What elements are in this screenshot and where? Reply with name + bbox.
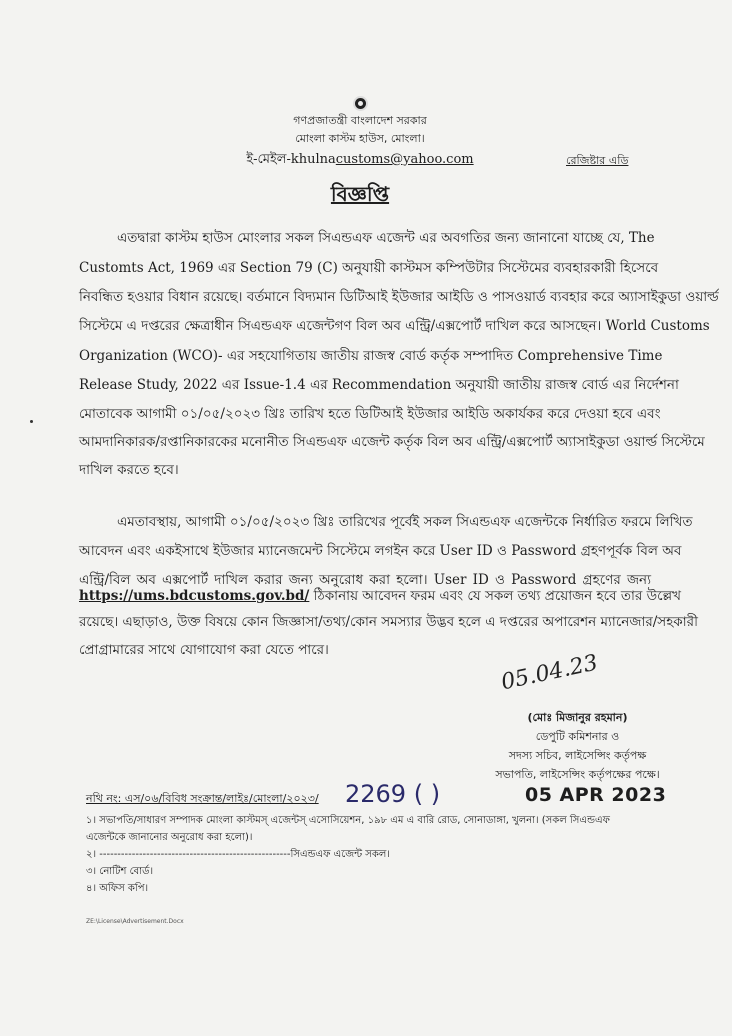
date-stamp: 05 APR 2023 (525, 784, 667, 806)
copy-item: ১। সভাপতি/সাধারণ সম্পাদক মোংলা কাস্টমস্ এজেন্টস্ এসোসিয়েশন, ১৯৮ এম এ বারি রোড, সোনাডাঙ্গা, খুলনা। (সকল সিএন্ডএফ এজেন্টকে জানানোর অনুরোধ করা হলো)। (86, 815, 610, 843)
paragraph-line: দাখিল করতে হবে। (79, 462, 179, 478)
paragraph-line: রয়েছে। এছাড়াও, উক্ত বিষয়ে কোন জিজ্ঞাসা/তথ্য/কোন সমস্যার উদ্ভব হলে এ দপ্তরের অপারেশন ম্যানেজার/সহকারী (79, 614, 698, 630)
notice-title: বিজ্ঞপ্তি (330, 182, 390, 206)
paragraph-line: এতদ্বারা কাস্টম হাউস মোংলার সকল সিএন্ডএফ এজেন্ট এর অবগতির জন্য জানানো যাচ্ছে যে, The (117, 230, 655, 246)
paragraph-line: সিস্টেমে এ দপ্তরের ক্ষেত্রাধীন সিএন্ডএফ এজেন্টগণ বিল অব এন্ট্রি/এক্সপোর্ট দাখিল করে আসছেন। World Customs (79, 318, 710, 334)
email-link[interactable]: customs@yahoo.com (335, 152, 474, 167)
paragraph-line-url (79, 586, 682, 606)
paragraph-text: ঠিকানায় আবেদন ফরম এবং যে সকল তথ্য প্রয়োজন হবে তার উল্লেখ (313, 588, 682, 604)
file-path: ZE:\License\Advertisement.Docx (86, 918, 184, 925)
office-name: মোংলা কাস্টম হাউস, মোংলা। (295, 132, 425, 145)
paragraph-line: আমদানিকারক/রপ্তানিকারকের মনোনীত সিএন্ডএফ এজেন্ট কর্তৃক বিল অব এন্ট্রি/এক্সপোর্ট অ্যাসাইকুডা ওয়ার্ল্ড সিস্টেমে (79, 434, 705, 450)
ums-link[interactable]: https://ums.bdcustoms.gov.bd/ (79, 588, 310, 604)
copy-item: ৪। অফিস কপি। (86, 883, 149, 894)
copy-item: ২। -----------------------------------------------------সিএন্ডএফ এজেন্ট সকল। (86, 849, 390, 860)
paragraph-line: Organization (WCO)- এর সহযোগিতায় জাতীয় রাজস্ব বোর্ড কর্তৃক সম্পাদিত Comprehensive Time (79, 348, 663, 364)
paragraph-line: এমতাবস্থায়, আগামী ০১/০৫/২০২৩ খ্রিঃ তারিখের পূর্বেই সকল সিএন্ডএফ এজেন্টকে নির্ধারিত ফরমে লিখিত (117, 514, 693, 530)
paragraph-line: Release Study, 2022 এর Issue-1.4 এর Recommendation অনুযায়ী জাতীয় রাজস্ব বোর্ড এর নির্দেশনা (79, 377, 679, 393)
government-name: গণপ্রজাতন্ত্রী বাংলাদেশ সরকার (293, 114, 427, 127)
paragraph-line: Customts Act, 1969 এর Section 79 (C) অনুযায়ী কাস্টমস কম্পিউটার সিস্টেমের ব্যবহারকারী হিসেবে (79, 260, 659, 276)
email-prefix: ই-মেইল-khulna (246, 152, 336, 167)
copy-list (86, 812, 646, 897)
signatory-role: সদস্য সচিব, লাইসেন্সিং কর্তৃপক্ষ (508, 749, 647, 762)
memo-number: নথি নং: এস/০৬/বিবিধ সংক্রান্ত/লাইঃ/মোংলা/২০২৩/ (86, 792, 319, 805)
copy-item: ৩। নোটিশ বোর্ড। (86, 866, 154, 877)
scan-speck (30, 420, 33, 423)
paragraph-line: আবেদন এবং একইসাথে ইউজার ম্যানেজমেন্ট সিস্টেমে লগইন করে User ID ও Password গ্রহণপূর্বক বিল অব (79, 543, 682, 559)
government-emblem-icon (355, 98, 366, 109)
signatory-on-behalf: সভাপতি, লাইসেন্সিং কর্তৃপক্ষের পক্ষে। (495, 768, 660, 781)
signatory-designation: ডেপুটি কমিশনার ও (535, 730, 620, 743)
paragraph-line: প্রোগ্রামারের সাথে যোগাযোগ করা যেতে পারে। (79, 642, 329, 658)
registered-ad-label: রেজিষ্টার এডি (566, 154, 629, 167)
signature-block (455, 708, 700, 784)
handwritten-memo-number: 2269 ( ) (345, 780, 441, 808)
email-line (200, 150, 520, 171)
paragraph-line: নিবন্ধিত হওয়ার বিধান রয়েছে। বর্তমানে বিদ্যমান ডিটিআই ইউজার আইডি ও পাসওয়ার্ড ব্যবহার করে অ্যাসাইকুডা ওয়ার্ল্ড (79, 289, 719, 305)
handwritten-signature-date: 05.04.23 (499, 650, 601, 696)
paragraph-line: এন্ট্রি/বিল অব এক্সপোর্ট দাখিল করার জন্য অনুরোধ করা হলো। User ID ও Password গ্রহণের জন্য (79, 572, 651, 588)
paragraph-line: মোতাবেক আগামী ০১/০৫/২০২৩ খ্রিঃ তারিখ হতে ডিটিআই ইউজার আইডি অকার্যকর করে দেওয়া হবে এবং (79, 406, 661, 422)
signatory-name: (মোঃ মিজানুর রহমান) (527, 711, 628, 724)
